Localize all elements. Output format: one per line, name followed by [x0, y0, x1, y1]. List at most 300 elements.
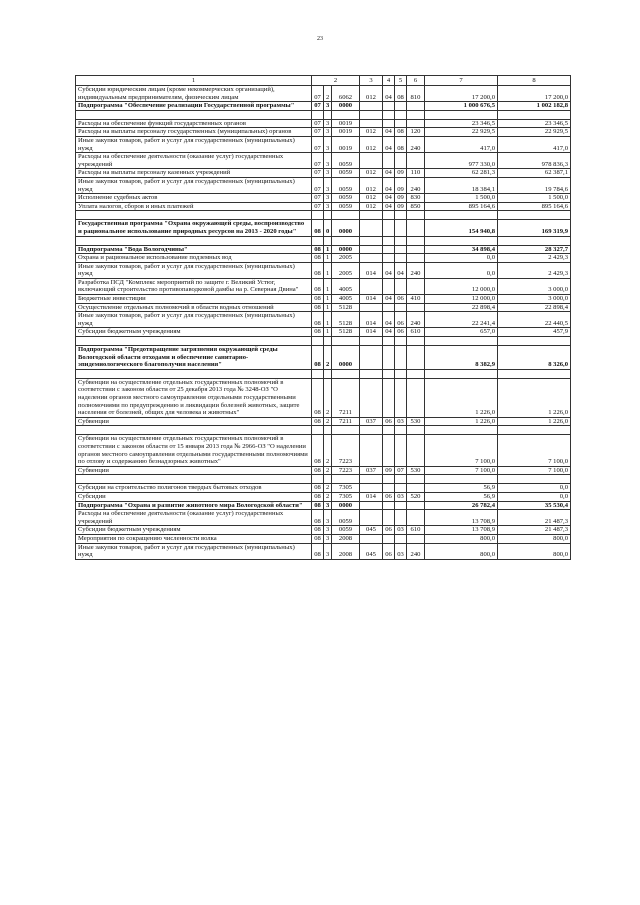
subchapter-code: 06: [395, 328, 407, 337]
chapter-code: 04: [383, 128, 395, 137]
article-code: 0019: [332, 136, 360, 152]
table-row: [76, 303, 571, 312]
article-code: 7305: [332, 492, 360, 501]
row-name: Субвенции: [76, 466, 312, 475]
amount-2015: 800,0: [425, 543, 498, 559]
subsection-code: 1: [324, 278, 332, 294]
subsection-code: 3: [324, 136, 332, 152]
table-row: [76, 417, 571, 426]
expense-type-code: 810: [407, 86, 425, 102]
article-code: 0059: [332, 194, 360, 203]
article-code: 0000: [332, 346, 360, 370]
article-code: 5128: [332, 328, 360, 337]
ministry-code: [360, 153, 383, 169]
article-code: 0019: [332, 119, 360, 128]
table-row: [76, 378, 571, 417]
expense-type-code: [407, 153, 425, 169]
subchapter-code: 03: [395, 417, 407, 426]
expense-type-code: [407, 484, 425, 493]
article-code: 6062: [332, 86, 360, 102]
amount-2015: 7 100,0: [425, 435, 498, 466]
table-row: [76, 153, 571, 169]
section-code: [312, 369, 324, 378]
amount-2016: 0,0: [498, 484, 571, 493]
ministry-code: [360, 510, 383, 526]
row-name: [76, 369, 312, 378]
amount-2015: [425, 426, 498, 435]
subsection-code: 2: [324, 346, 332, 370]
subsection-code: 1: [324, 328, 332, 337]
ministry-code: 045: [360, 543, 383, 559]
row-name: Субсидии бюджетным учреждениям: [76, 328, 312, 337]
subchapter-code: [395, 475, 407, 484]
chapter-code: 04: [383, 194, 395, 203]
amount-2016: 978 836,3: [498, 153, 571, 169]
chapter-code: [383, 245, 395, 254]
expense-type-code: [407, 501, 425, 510]
row-name: Расходы на обеспечение деятельности (оказание услуг) государственных учреждений: [76, 153, 312, 169]
subsection-code: [324, 475, 332, 484]
amount-2016: [498, 369, 571, 378]
subchapter-code: 08: [395, 86, 407, 102]
amount-2016: 3 000,0: [498, 278, 571, 294]
subsection-code: 3: [324, 526, 332, 535]
amount-2015: [425, 211, 498, 220]
ministry-code: [360, 369, 383, 378]
amount-2016: 22 898,4: [498, 303, 571, 312]
subsection-code: 1: [324, 312, 332, 328]
subsection-code: [324, 337, 332, 346]
amount-2016: 21 487,3: [498, 526, 571, 535]
subchapter-code: 09: [395, 177, 407, 193]
section-code: 08: [312, 417, 324, 426]
header-cell: 4: [383, 76, 395, 86]
section-code: [312, 475, 324, 484]
expense-type-code: 240: [407, 136, 425, 152]
row-name: Субсидии: [76, 492, 312, 501]
subchapter-code: [395, 220, 407, 236]
row-name: Субсидии юридическим лицам (кроме некоммерческих организаций), индивидуальным предпринимателям, физическим лицам: [76, 86, 312, 102]
chapter-code: 04: [383, 295, 395, 304]
row-name: Субвенции: [76, 417, 312, 426]
section-code: 07: [312, 169, 324, 178]
row-name: Субсидии на строительство полигонов твердых бытовых отходов: [76, 484, 312, 493]
ministry-code: [360, 501, 383, 510]
section-code: 07: [312, 102, 324, 111]
expense-type-code: [407, 220, 425, 236]
chapter-code: [383, 278, 395, 294]
ministry-code: [360, 337, 383, 346]
subchapter-code: 03: [395, 543, 407, 559]
subsection-code: 2: [324, 86, 332, 102]
article-code: [332, 369, 360, 378]
table-row: [76, 501, 571, 510]
row-name: [76, 110, 312, 119]
row-name: Расходы на обеспечение деятельности (оказание услуг) государственных учреждений: [76, 510, 312, 526]
subchapter-code: [395, 435, 407, 466]
section-code: 07: [312, 177, 324, 193]
header-row: [76, 76, 571, 86]
row-name: Подпрограмма "Вода Вологодчины": [76, 245, 312, 254]
article-code: 2008: [332, 543, 360, 559]
subchapter-code: [395, 110, 407, 119]
section-code: 08: [312, 435, 324, 466]
expense-type-code: 240: [407, 177, 425, 193]
amount-2016: 0,0: [498, 492, 571, 501]
row-name: Уплата налогов, сборов и иных платежей: [76, 202, 312, 211]
table-row: [76, 194, 571, 203]
subchapter-code: [395, 484, 407, 493]
amount-2016: 22 440,5: [498, 312, 571, 328]
expense-type-code: [407, 254, 425, 263]
amount-2015: 13 708,9: [425, 526, 498, 535]
expense-type-code: 410: [407, 295, 425, 304]
subchapter-code: [395, 254, 407, 263]
expense-type-code: [407, 303, 425, 312]
amount-2016: 2 429,3: [498, 262, 571, 278]
subchapter-code: [395, 534, 407, 543]
subsection-code: 2: [324, 484, 332, 493]
section-code: 08: [312, 492, 324, 501]
row-name: Иные закупки товаров, работ и услуг для государственных (муниципальных) нужд: [76, 177, 312, 193]
section-code: 08: [312, 245, 324, 254]
subsection-code: 2: [324, 378, 332, 417]
table-row: [76, 119, 571, 128]
subsection-code: 3: [324, 102, 332, 111]
expense-type-code: [407, 534, 425, 543]
section-code: [312, 426, 324, 435]
amount-2015: 154 940,8: [425, 220, 498, 236]
table-row: [76, 484, 571, 493]
header-cell: 6: [407, 76, 425, 86]
amount-2015: [425, 337, 498, 346]
subchapter-code: 07: [395, 466, 407, 475]
section-code: 07: [312, 119, 324, 128]
chapter-code: 09: [383, 466, 395, 475]
amount-2016: 3 000,0: [498, 295, 571, 304]
table-row: [76, 86, 571, 102]
section-code: 08: [312, 466, 324, 475]
expense-type-code: 830: [407, 194, 425, 203]
row-name: Бюджетные инвестиции: [76, 295, 312, 304]
ministry-code: 012: [360, 194, 383, 203]
chapter-code: 04: [383, 177, 395, 193]
subsection-code: 2: [324, 466, 332, 475]
subsection-code: 1: [324, 262, 332, 278]
amount-2015: [425, 110, 498, 119]
subchapter-code: [395, 303, 407, 312]
amount-2015: 22 241,4: [425, 312, 498, 328]
chapter-code: 06: [383, 417, 395, 426]
expense-type-code: [407, 510, 425, 526]
subchapter-code: [395, 369, 407, 378]
subchapter-code: [395, 102, 407, 111]
amount-2015: 8 382,9: [425, 346, 498, 370]
amount-2016: 1 002 182,8: [498, 102, 571, 111]
amount-2015: 1 226,0: [425, 417, 498, 426]
expense-type-code: [407, 102, 425, 111]
table-row: [76, 169, 571, 178]
ministry-code: [360, 236, 383, 245]
table-row: [76, 211, 571, 220]
chapter-code: [383, 346, 395, 370]
chapter-code: [383, 211, 395, 220]
ministry-code: 012: [360, 128, 383, 137]
amount-2015: 26 782,4: [425, 501, 498, 510]
row-name: Мероприятия по сокращению численности волка: [76, 534, 312, 543]
row-name: Субсидии бюджетным учреждениям: [76, 526, 312, 535]
row-name: Государственная программа "Охрана окружающей среды, воспроизводство и рациональное использование природных ресурсов на 2013 - 2020 годы": [76, 220, 312, 236]
row-name: Иные закупки товаров, работ и услуг для государственных (муниципальных) нужд: [76, 543, 312, 559]
expense-type-code: 120: [407, 128, 425, 137]
expense-type-code: 530: [407, 417, 425, 426]
subchapter-code: [395, 278, 407, 294]
amount-2015: 34 898,4: [425, 245, 498, 254]
chapter-code: 04: [383, 262, 395, 278]
article-code: 2008: [332, 534, 360, 543]
ministry-code: 012: [360, 177, 383, 193]
table-row: [76, 136, 571, 152]
article-code: 7211: [332, 417, 360, 426]
section-code: 08: [312, 278, 324, 294]
expense-type-code: [407, 346, 425, 370]
row-name: Иные закупки товаров, работ и услуг для государственных (муниципальных) нужд: [76, 262, 312, 278]
chapter-code: 04: [383, 169, 395, 178]
ministry-code: [360, 245, 383, 254]
article-code: 4005: [332, 295, 360, 304]
chapter-code: [383, 426, 395, 435]
chapter-code: [383, 119, 395, 128]
ministry-code: 012: [360, 169, 383, 178]
header-cell: 2: [312, 76, 360, 86]
table-row: [76, 236, 571, 245]
amount-2015: 800,0: [425, 534, 498, 543]
article-code: 7223: [332, 435, 360, 466]
expense-type-code: 110: [407, 169, 425, 178]
row-name: [76, 211, 312, 220]
article-code: [332, 337, 360, 346]
amount-2016: [498, 475, 571, 484]
subsection-code: [324, 236, 332, 245]
amount-2015: 1 000 676,5: [425, 102, 498, 111]
amount-2016: [498, 236, 571, 245]
subsection-code: 2: [324, 417, 332, 426]
article-code: 7305: [332, 484, 360, 493]
subchapter-code: 06: [395, 295, 407, 304]
chapter-code: 04: [383, 136, 395, 152]
amount-2016: [498, 211, 571, 220]
article-code: 4005: [332, 278, 360, 294]
amount-2015: 56,9: [425, 484, 498, 493]
chapter-code: [383, 102, 395, 111]
amount-2016: 1 226,0: [498, 378, 571, 417]
section-code: 08: [312, 346, 324, 370]
section-code: 08: [312, 303, 324, 312]
subsection-code: 1: [324, 303, 332, 312]
subsection-code: 3: [324, 510, 332, 526]
article-code: [332, 475, 360, 484]
ministry-code: 014: [360, 312, 383, 328]
budget-table: [75, 75, 571, 560]
subchapter-code: 08: [395, 136, 407, 152]
section-code: 08: [312, 526, 324, 535]
ministry-code: [360, 534, 383, 543]
row-name: [76, 337, 312, 346]
expense-type-code: 520: [407, 492, 425, 501]
chapter-code: [383, 254, 395, 263]
article-code: 5128: [332, 303, 360, 312]
expense-type-code: [407, 337, 425, 346]
ministry-code: [360, 346, 383, 370]
section-code: 08: [312, 220, 324, 236]
chapter-code: [383, 236, 395, 245]
article-code: 2005: [332, 254, 360, 263]
expense-type-code: [407, 245, 425, 254]
amount-2016: 2 429,3: [498, 254, 571, 263]
header-cell: 7: [425, 76, 498, 86]
row-name: Субвенции на осуществление отдельных государственных полномочий в соответствии с законом области от 15 января 2013 года № 2966-ОЗ "О наделении органов местного самоуправления отдельными государственными полномочиями по отлову и содержанию безнадзорных животных": [76, 435, 312, 466]
subsection-code: 3: [324, 543, 332, 559]
subsection-code: 1: [324, 295, 332, 304]
section-code: 08: [312, 501, 324, 510]
section-code: 07: [312, 128, 324, 137]
chapter-code: [383, 220, 395, 236]
expense-type-code: [407, 119, 425, 128]
amount-2015: 56,9: [425, 492, 498, 501]
subchapter-code: [395, 245, 407, 254]
subsection-code: 3: [324, 501, 332, 510]
subsection-code: [324, 110, 332, 119]
article-code: [332, 110, 360, 119]
table-row: [76, 220, 571, 236]
subsection-code: 1: [324, 245, 332, 254]
subsection-code: 3: [324, 202, 332, 211]
amount-2015: [425, 236, 498, 245]
amount-2016: 895 164,6: [498, 202, 571, 211]
table-row: [76, 426, 571, 435]
subsection-code: 3: [324, 194, 332, 203]
subsection-code: [324, 426, 332, 435]
ministry-code: [360, 211, 383, 220]
section-code: 08: [312, 262, 324, 278]
amount-2015: 17 200,0: [425, 86, 498, 102]
subsection-code: 3: [324, 119, 332, 128]
article-code: 0000: [332, 102, 360, 111]
subchapter-code: [395, 119, 407, 128]
amount-2015: 13 708,9: [425, 510, 498, 526]
chapter-code: [383, 475, 395, 484]
table-row: [76, 254, 571, 263]
subchapter-code: [395, 346, 407, 370]
ministry-code: [360, 102, 383, 111]
section-code: 07: [312, 136, 324, 152]
article-code: 0059: [332, 510, 360, 526]
article-code: [332, 211, 360, 220]
chapter-code: [383, 337, 395, 346]
chapter-code: 06: [383, 526, 395, 535]
table-row: [76, 475, 571, 484]
chapter-code: 04: [383, 328, 395, 337]
subsection-code: 0: [324, 220, 332, 236]
subsection-code: 3: [324, 128, 332, 137]
amount-2015: 895 164,6: [425, 202, 498, 211]
expense-type-code: 610: [407, 526, 425, 535]
section-code: [312, 236, 324, 245]
subchapter-code: [395, 337, 407, 346]
subchapter-code: [395, 211, 407, 220]
amount-2016: 22 929,5: [498, 128, 571, 137]
ministry-code: 014: [360, 295, 383, 304]
amount-2016: 28 327,7: [498, 245, 571, 254]
amount-2015: 0,0: [425, 254, 498, 263]
expense-type-code: 850: [407, 202, 425, 211]
subsection-code: 3: [324, 169, 332, 178]
chapter-code: [383, 534, 395, 543]
subchapter-code: [395, 378, 407, 417]
table-row: [76, 278, 571, 294]
section-code: 07: [312, 153, 324, 169]
subchapter-code: 03: [395, 492, 407, 501]
expense-type-code: [407, 369, 425, 378]
table-row: [76, 328, 571, 337]
header-cell: 1: [76, 76, 312, 86]
article-code: 0019: [332, 128, 360, 137]
amount-2016: [498, 337, 571, 346]
subchapter-code: 06: [395, 312, 407, 328]
amount-2015: 22 929,5: [425, 128, 498, 137]
amount-2015: [425, 475, 498, 484]
amount-2015: 18 384,1: [425, 177, 498, 193]
table-row: [76, 435, 571, 466]
table-row: [76, 245, 571, 254]
row-name: Осуществление отдельных полномочий в области водных отношений: [76, 303, 312, 312]
subchapter-code: 08: [395, 128, 407, 137]
page-number: 23: [317, 36, 323, 42]
table-row: [76, 526, 571, 535]
amount-2016: [498, 110, 571, 119]
amount-2016: 35 530,4: [498, 501, 571, 510]
amount-2015: 977 330,0: [425, 153, 498, 169]
amount-2016: 23 346,5: [498, 119, 571, 128]
row-name: Иные закупки товаров, работ и услуг для государственных (муниципальных) нужд: [76, 312, 312, 328]
amount-2016: 1 226,0: [498, 417, 571, 426]
expense-type-code: 610: [407, 328, 425, 337]
expense-type-code: 530: [407, 466, 425, 475]
expense-type-code: 240: [407, 262, 425, 278]
article-code: [332, 426, 360, 435]
expense-type-code: 240: [407, 312, 425, 328]
row-name: [76, 426, 312, 435]
chapter-code: [383, 484, 395, 493]
amount-2016: 21 487,3: [498, 510, 571, 526]
table-row: [76, 466, 571, 475]
row-name: Расходы на выплаты персоналу государственных (муниципальных) органов: [76, 128, 312, 137]
row-name: Подпрограмма "Предотвращение загрязнения окружающей среды Вологодской области отходами и обеспечение санитарно-эпидемиологического благополучия населения": [76, 346, 312, 370]
ministry-code: [360, 254, 383, 263]
amount-2015: 22 898,4: [425, 303, 498, 312]
subchapter-code: [395, 510, 407, 526]
table-row: [76, 262, 571, 278]
table-row: [76, 369, 571, 378]
expense-type-code: [407, 236, 425, 245]
row-name: [76, 475, 312, 484]
amount-2015: 1 500,0: [425, 194, 498, 203]
subchapter-code: 03: [395, 526, 407, 535]
ministry-code: [360, 475, 383, 484]
amount-2015: 0,0: [425, 262, 498, 278]
ministry-code: [360, 110, 383, 119]
ministry-code: [360, 435, 383, 466]
